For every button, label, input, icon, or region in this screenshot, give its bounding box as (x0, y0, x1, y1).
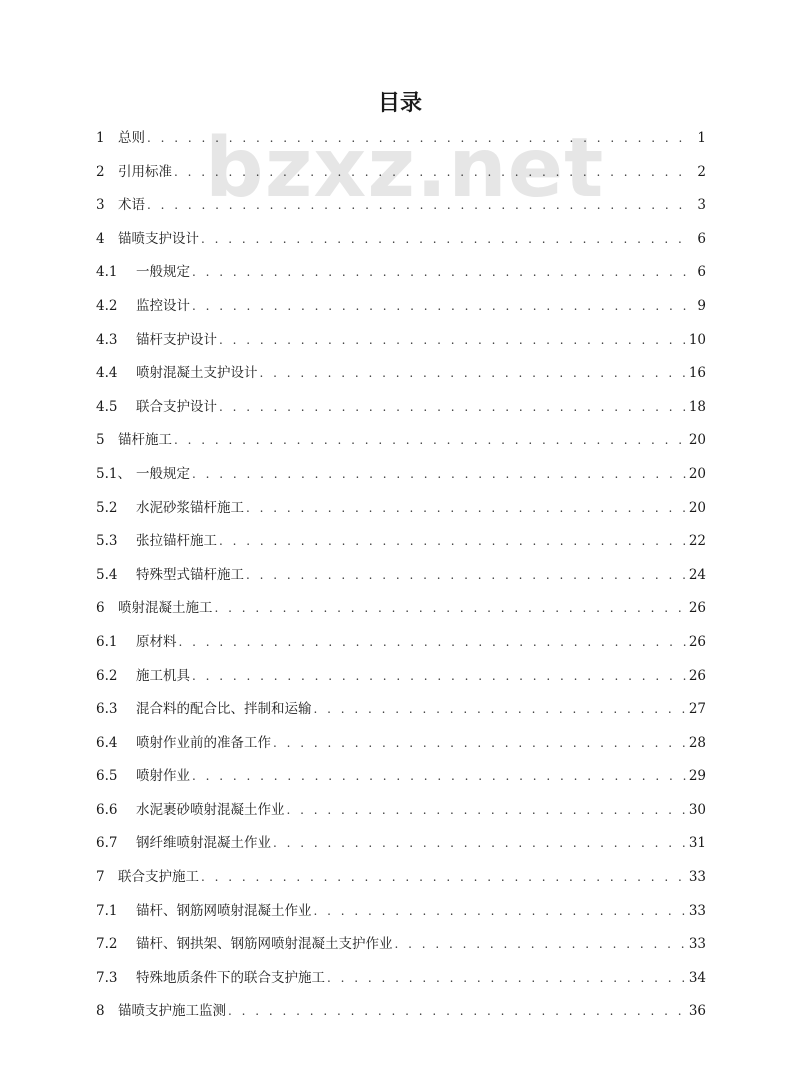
toc-entry-number: 6.2 (96, 667, 118, 684)
toc-entry-title: 总则 (118, 130, 145, 146)
toc-entry (96, 357, 706, 391)
toc-entry-number: 6.4 (96, 734, 118, 751)
toc-entry-page: 31 (688, 835, 706, 852)
toc-entry-page: 6 (697, 264, 706, 281)
toc-entry (96, 660, 706, 694)
toc-entry-page: 33 (688, 902, 706, 919)
toc-entry-title: 原材料 (136, 633, 177, 650)
toc-entry (96, 760, 706, 794)
dot-leader (260, 357, 687, 391)
toc-entry-page: 20 (688, 432, 706, 449)
toc-entry-page: 28 (688, 734, 706, 751)
dot-leader (327, 962, 687, 996)
toc-entry (96, 626, 706, 660)
toc-entry-page: 26 (688, 633, 706, 650)
toc-entry-page: 1 (697, 130, 706, 146)
toc-entry (96, 727, 706, 761)
dot-leader (219, 525, 687, 559)
dot-leader (192, 256, 690, 290)
toc-entry-number: 6.1 (96, 633, 118, 650)
toc-entry-page: 20 (688, 499, 706, 516)
toc-entry (96, 525, 706, 559)
dot-leader (219, 324, 687, 358)
dot-leader (314, 693, 687, 727)
toc-entry-title: 联合支护设计 (136, 398, 217, 415)
toc-entry-title: 锚杆施工 (118, 432, 172, 449)
dot-leader (174, 424, 687, 458)
toc-entry-page: 30 (688, 801, 706, 818)
toc-entry-number: 5.3 (96, 533, 118, 550)
toc-entry (96, 794, 706, 828)
toc-entry-number: 8 (96, 1003, 105, 1020)
toc-entry-title: 术语 (118, 197, 145, 214)
dot-leader (219, 391, 687, 425)
toc-entry (96, 189, 706, 223)
toc-entry (96, 995, 706, 1029)
toc-entry-page: 10 (688, 331, 706, 348)
toc-entry (96, 492, 706, 526)
toc-entry-title: 钢纤维喷射混凝土作业 (136, 835, 271, 852)
toc-entry-page: 2 (697, 163, 706, 180)
dot-leader (192, 290, 690, 324)
toc-entry-title: 水泥裹砂喷射混凝土作业 (136, 801, 285, 818)
toc-entry-number: 5 (96, 432, 105, 449)
toc-entry-page: 16 (688, 365, 706, 382)
toc-entry-page: 26 (688, 600, 706, 617)
toc-entry (96, 223, 706, 257)
toc-entry-title: 水泥砂浆锚杆施工 (136, 499, 244, 516)
dot-leader (192, 660, 687, 694)
toc-entry-number: 1 (96, 130, 105, 146)
dot-leader (246, 492, 687, 526)
toc-entry-number: 4.5 (96, 398, 118, 415)
toc-entry-number: 7.2 (96, 936, 118, 953)
page-title: 目录 (377, 91, 422, 116)
dot-leader (395, 928, 687, 962)
toc-entry (96, 122, 706, 156)
dot-leader (287, 794, 687, 828)
toc-entry-title: 喷射作业 (136, 768, 190, 785)
toc-entry (96, 592, 706, 626)
toc-entry-page: 22 (688, 533, 706, 550)
dot-leader (228, 995, 687, 1029)
watermark: bzxz.net (205, 121, 605, 216)
toc-entry (96, 895, 706, 929)
table-of-contents (96, 122, 706, 1029)
dot-leader (215, 592, 687, 626)
toc-entry-page: 33 (688, 936, 706, 953)
toc-entry-title: 锚杆、钢拱架、钢筋网喷射混凝土支护作业 (136, 936, 393, 953)
toc-entry-number: 6.5 (96, 768, 118, 785)
dot-leader (201, 861, 687, 895)
toc-entry (96, 391, 706, 425)
toc-entry-title: 张拉锚杆施工 (136, 533, 217, 550)
toc-entry-page: 33 (688, 869, 706, 886)
toc-entry (96, 424, 706, 458)
toc-entry-title: 特殊型式锚杆施工 (136, 566, 244, 583)
toc-entry (96, 256, 706, 290)
dot-leader (314, 895, 687, 929)
toc-entry-number: 5.4 (96, 566, 118, 583)
toc-entry (96, 693, 706, 727)
dot-leader (246, 559, 687, 593)
toc-entry-number: 4.3 (96, 331, 118, 348)
toc-entry-page: 29 (688, 768, 706, 785)
dot-leader (273, 827, 687, 861)
toc-entry (96, 827, 706, 861)
toc-entry-page: 9 (697, 297, 706, 314)
toc-entry-number: 6.7 (96, 835, 118, 852)
dot-leader (192, 760, 687, 794)
toc-entry-number: 6.6 (96, 801, 118, 818)
toc-entry-title: 喷射混凝土施工 (118, 600, 213, 617)
toc-entry-title: 喷射混凝土支护设计 (136, 365, 258, 382)
toc-entry-number: 7.1 (96, 902, 118, 919)
toc-entry-title: 锚杆支护设计 (136, 331, 217, 348)
toc-entry-title: 特殊地质条件下的联合支护施工 (136, 969, 325, 986)
toc-entry-number: 2 (96, 163, 105, 180)
toc-entry-page: 3 (697, 197, 706, 214)
toc-entry-title: 一般规定 (136, 465, 190, 482)
dot-leader (273, 727, 687, 761)
toc-entry-number: 3 (96, 197, 105, 214)
toc-entry-page: 18 (688, 398, 706, 415)
toc-entry (96, 928, 706, 962)
toc-entry (96, 458, 706, 492)
toc-entry-page: 20 (688, 465, 706, 482)
dot-leader (174, 156, 690, 190)
toc-entry (96, 962, 706, 996)
dot-leader (179, 626, 687, 660)
toc-entry-title: 施工机具 (136, 667, 190, 684)
toc-entry-page: 24 (688, 566, 706, 583)
toc-entry-title: 锚喷支护施工监测 (118, 1003, 226, 1020)
toc-entry-page: 36 (688, 1003, 706, 1020)
toc-entry-page: 26 (688, 667, 706, 684)
toc-entry-number: 4.2 (96, 297, 118, 314)
toc-entry-number: 6.3 (96, 701, 118, 718)
toc-entry-number: 6 (96, 600, 105, 617)
toc-entry-number: 4.4 (96, 365, 118, 382)
toc-entry (96, 156, 706, 190)
toc-entry-number: 7.3 (96, 969, 118, 986)
toc-entry-page: 34 (688, 969, 706, 986)
dot-leader (147, 189, 690, 223)
toc-entry-title: 监控设计 (136, 297, 190, 314)
toc-entry-title: 引用标准 (118, 163, 172, 180)
toc-entry-number: 4 (96, 230, 105, 247)
toc-entry (96, 324, 706, 358)
toc-entry-page: 27 (688, 701, 706, 718)
toc-entry (96, 559, 706, 593)
toc-entry (96, 861, 706, 895)
toc-entry-title: 混合料的配合比、拌制和运输 (136, 701, 312, 718)
toc-entry-title: 喷射作业前的准备工作 (136, 734, 271, 751)
dot-leader (192, 458, 687, 492)
dot-leader (147, 122, 690, 156)
toc-entry-number: 7 (96, 869, 105, 886)
toc-entry-number: 5.2 (96, 499, 118, 516)
toc-entry-page: 6 (697, 230, 706, 247)
toc-entry (96, 290, 706, 324)
toc-entry-title: 一般规定 (136, 264, 190, 281)
toc-entry-title: 联合支护施工 (118, 869, 199, 886)
dot-leader (201, 223, 690, 257)
toc-entry-title: 锚杆、钢筋网喷射混凝土作业 (136, 902, 312, 919)
toc-entry-number: 5.1、 (96, 465, 131, 482)
toc-entry-title: 锚喷支护设计 (118, 230, 199, 247)
toc-entry-number: 4.1 (96, 264, 118, 281)
